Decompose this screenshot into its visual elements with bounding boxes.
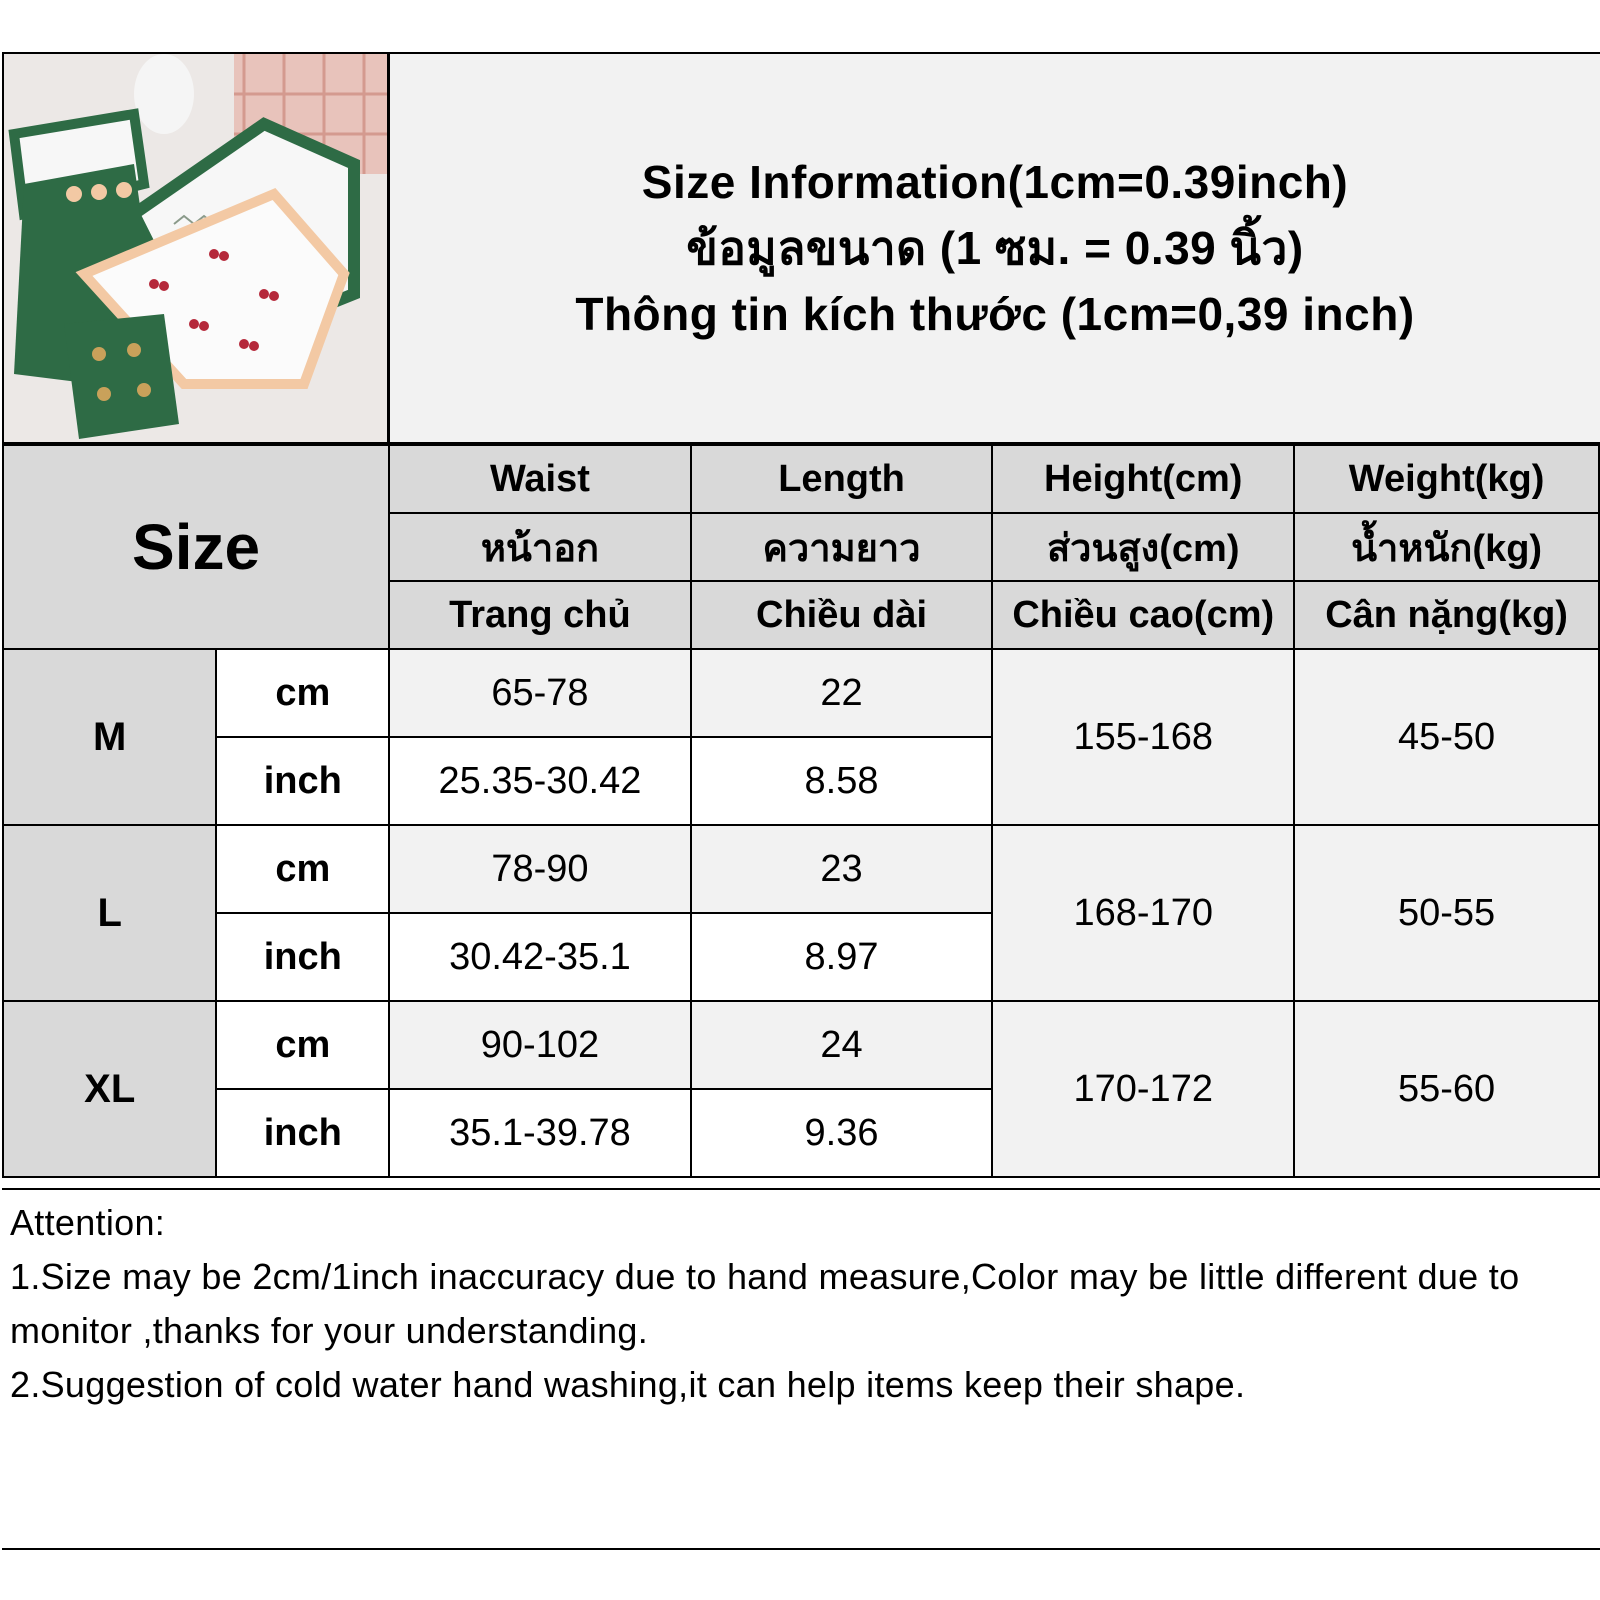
length-cm-cell: 24 bbox=[691, 1001, 993, 1089]
col-height-th: ส่วนสูง(cm) bbox=[992, 513, 1294, 581]
unit-cm-label: cm bbox=[216, 825, 389, 913]
col-height-en: Height(cm) bbox=[992, 445, 1294, 513]
col-weight-en: Weight(kg) bbox=[1294, 445, 1599, 513]
table-row bbox=[3, 649, 1599, 737]
col-waist-en: Waist bbox=[389, 445, 691, 513]
size-table bbox=[2, 444, 1600, 1178]
col-height-vi: Chiều cao(cm) bbox=[992, 581, 1294, 649]
col-weight-vi: Cân nặng(kg) bbox=[1294, 581, 1599, 649]
waist-inch-cell: 30.42-35.1 bbox=[389, 913, 691, 1001]
header-row-english bbox=[3, 445, 1599, 513]
size-m-label: M bbox=[3, 649, 216, 825]
col-waist-vi: Trang chủ bbox=[389, 581, 691, 649]
attention-notes bbox=[2, 1188, 1600, 1550]
attention-note-2: 2.Suggestion of cold water hand washing,it can help items keep their shape. bbox=[10, 1364, 1246, 1405]
unit-cm-label: cm bbox=[216, 1001, 389, 1089]
title-english: Size Information(1cm=0.39inch) bbox=[641, 156, 1349, 208]
unit-cm-label: cm bbox=[216, 649, 389, 737]
length-cm-cell: 23 bbox=[691, 825, 993, 913]
waist-cm-cell: 78-90 bbox=[389, 825, 691, 913]
length-inch-cell: 8.58 bbox=[691, 737, 993, 825]
table-row bbox=[3, 1001, 1599, 1089]
col-length-th: ความยาว bbox=[691, 513, 993, 581]
height-cell: 168-170 bbox=[992, 825, 1294, 1001]
waist-inch-cell: 25.35-30.42 bbox=[389, 737, 691, 825]
waist-cm-cell: 65-78 bbox=[389, 649, 691, 737]
col-length-vi: Chiều dài bbox=[691, 581, 993, 649]
col-waist-th: หน้าอก bbox=[389, 513, 691, 581]
title-vietnamese: Thông tin kích thước (1cm=0,39 inch) bbox=[575, 288, 1415, 340]
table-row bbox=[3, 825, 1599, 913]
height-cell: 155-168 bbox=[992, 649, 1294, 825]
title-box bbox=[389, 52, 1600, 444]
attention-note-1: 1.Size may be 2cm/1inch inaccuracy due to hand measure,Color may be little different due to monitor ,thanks for your understanding. bbox=[10, 1256, 1520, 1351]
col-length-en: Length bbox=[691, 445, 993, 513]
length-inch-cell: 9.36 bbox=[691, 1089, 993, 1177]
weight-cell: 55-60 bbox=[1294, 1001, 1599, 1177]
title-thai: ข้อมูลขนาด (1 ซม. = 0.39 นิ้ว) bbox=[686, 222, 1304, 274]
size-l-label: L bbox=[3, 825, 216, 1001]
size-header: Size bbox=[3, 445, 389, 649]
underwear-illustration bbox=[4, 54, 387, 442]
col-weight-th: น้ำหนัก(kg) bbox=[1294, 513, 1599, 581]
waist-cm-cell: 90-102 bbox=[389, 1001, 691, 1089]
size-xl-label: XL bbox=[3, 1001, 216, 1177]
weight-cell: 50-55 bbox=[1294, 825, 1599, 1001]
unit-inch-label: inch bbox=[216, 913, 389, 1001]
attention-heading: Attention: bbox=[10, 1202, 166, 1243]
height-cell: 170-172 bbox=[992, 1001, 1294, 1177]
length-inch-cell: 8.97 bbox=[691, 913, 993, 1001]
length-cm-cell: 22 bbox=[691, 649, 993, 737]
unit-inch-label: inch bbox=[216, 1089, 389, 1177]
unit-inch-label: inch bbox=[216, 737, 389, 825]
waist-inch-cell: 35.1-39.78 bbox=[389, 1089, 691, 1177]
size-chart-sheet bbox=[0, 50, 1600, 1550]
product-photo bbox=[2, 52, 389, 444]
weight-cell: 45-50 bbox=[1294, 649, 1599, 825]
